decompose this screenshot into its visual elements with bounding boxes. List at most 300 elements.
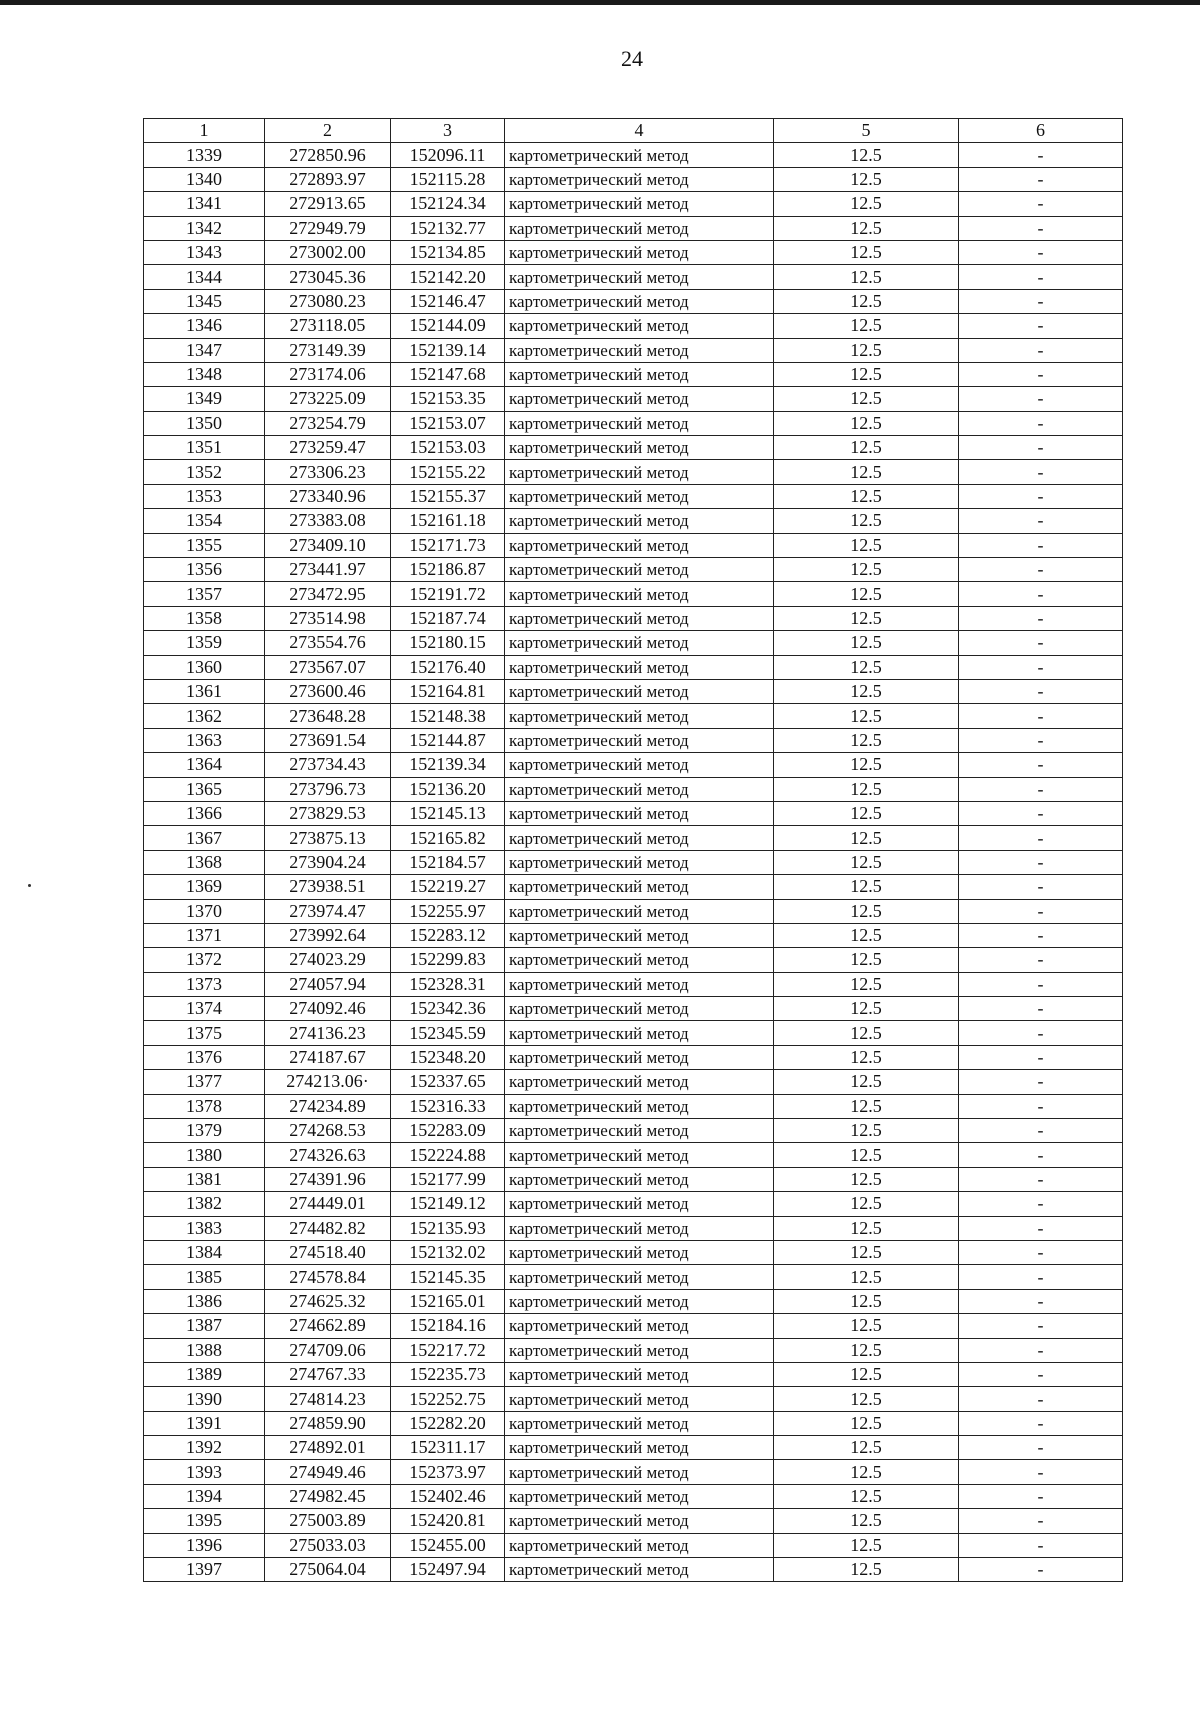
method-cell: картометрический метод [505,143,774,167]
accuracy-cell: 12.5 [774,411,959,435]
x-coordinate-cell: 274136.23 [265,1021,391,1045]
x-coordinate-cell: 274057.94 [265,972,391,996]
point-number-cell: 1370 [144,899,265,923]
note-cell: - [959,1387,1123,1411]
method-cell: картометрический метод [505,679,774,703]
method-cell: картометрический метод [505,606,774,630]
method-cell: картометрический метод [505,655,774,679]
method-cell: картометрический метод [505,1558,774,1582]
y-coordinate-cell: 152147.68 [391,362,505,386]
table-row [144,1436,1123,1460]
accuracy-cell: 12.5 [774,143,959,167]
point-number-cell: 1353 [144,484,265,508]
note-cell: - [959,192,1123,216]
point-number-cell: 1356 [144,558,265,582]
table-row [144,777,1123,801]
top-scan-border [0,0,1200,5]
note-cell: - [959,1021,1123,1045]
table-row [144,1021,1123,1045]
accuracy-cell: 12.5 [774,1021,959,1045]
x-coordinate-cell: 274268.53 [265,1119,391,1143]
x-coordinate-cell: 274092.46 [265,997,391,1021]
table-row [144,1216,1123,1240]
y-coordinate-cell: 152165.01 [391,1289,505,1313]
y-coordinate-cell: 152149.12 [391,1192,505,1216]
method-cell: картометрический метод [505,1192,774,1216]
y-coordinate-cell: 152187.74 [391,606,505,630]
point-number-cell: 1375 [144,1021,265,1045]
point-number-cell: 1342 [144,216,265,240]
point-number-cell: 1397 [144,1558,265,1582]
accuracy-cell: 12.5 [774,460,959,484]
accuracy-cell: 12.5 [774,1387,959,1411]
y-coordinate-cell: 152144.09 [391,314,505,338]
point-number-cell: 1343 [144,240,265,264]
accuracy-cell: 12.5 [774,509,959,533]
y-coordinate-cell: 152144.87 [391,728,505,752]
method-cell: картометрический метод [505,1070,774,1094]
table-row [144,1411,1123,1435]
accuracy-cell: 12.5 [774,1265,959,1289]
x-coordinate-cell: 274023.29 [265,948,391,972]
accuracy-cell: 12.5 [774,899,959,923]
point-number-cell: 1339 [144,143,265,167]
table-row [144,997,1123,1021]
x-coordinate-cell: 273829.53 [265,801,391,825]
point-number-cell: 1361 [144,679,265,703]
y-coordinate-cell: 152455.00 [391,1533,505,1557]
method-cell: картометрический метод [505,1240,774,1264]
x-coordinate-cell: 274234.89 [265,1094,391,1118]
accuracy-cell: 12.5 [774,728,959,752]
x-coordinate-cell: 272913.65 [265,192,391,216]
point-number-cell: 1390 [144,1387,265,1411]
method-cell: картометрический метод [505,923,774,947]
table-row [144,265,1123,289]
y-coordinate-cell: 152186.87 [391,558,505,582]
point-number-cell: 1351 [144,436,265,460]
table-row [144,801,1123,825]
y-coordinate-cell: 152345.59 [391,1021,505,1045]
point-number-cell: 1344 [144,265,265,289]
accuracy-cell: 12.5 [774,1192,959,1216]
note-cell: - [959,704,1123,728]
table-row [144,1484,1123,1508]
method-cell: картометрический метод [505,1533,774,1557]
accuracy-cell: 12.5 [774,1460,959,1484]
y-coordinate-cell: 152497.94 [391,1558,505,1582]
method-cell: картометрический метод [505,777,774,801]
accuracy-cell: 12.5 [774,1314,959,1338]
method-cell: картометрический метод [505,972,774,996]
point-number-cell: 1389 [144,1362,265,1386]
table-row [144,875,1123,899]
note-cell: - [959,631,1123,655]
note-cell: - [959,289,1123,313]
x-coordinate-cell: 273383.08 [265,509,391,533]
point-number-cell: 1347 [144,338,265,362]
method-cell: картометрический метод [505,484,774,508]
method-cell: картометрический метод [505,362,774,386]
x-coordinate-cell: 273904.24 [265,850,391,874]
point-number-cell: 1384 [144,1240,265,1264]
x-coordinate-cell: 274391.96 [265,1167,391,1191]
x-coordinate-cell: 273992.64 [265,923,391,947]
y-coordinate-cell: 152115.28 [391,167,505,191]
note-cell: - [959,997,1123,1021]
table-row [144,362,1123,386]
x-coordinate-cell: 274187.67 [265,1045,391,1069]
point-number-cell: 1349 [144,387,265,411]
table-row [144,826,1123,850]
y-coordinate-cell: 152148.38 [391,704,505,728]
point-number-cell: 1366 [144,801,265,825]
header-cell-2: 2 [265,119,391,143]
y-coordinate-cell: 152328.31 [391,972,505,996]
accuracy-cell: 12.5 [774,1070,959,1094]
point-number-cell: 1355 [144,533,265,557]
point-number-cell: 1393 [144,1460,265,1484]
y-coordinate-cell: 152191.72 [391,582,505,606]
coordinates-table [143,118,1123,1582]
method-cell: картометрический метод [505,1167,774,1191]
note-cell: - [959,1558,1123,1582]
note-cell: - [959,1240,1123,1264]
method-cell: картометрический метод [505,728,774,752]
x-coordinate-cell: 274982.45 [265,1484,391,1508]
y-coordinate-cell: 152153.35 [391,387,505,411]
point-number-cell: 1346 [144,314,265,338]
table-row [144,1143,1123,1167]
y-coordinate-cell: 152224.88 [391,1143,505,1167]
note-cell: - [959,923,1123,947]
table-row [144,1314,1123,1338]
note-cell: - [959,1045,1123,1069]
x-coordinate-cell: 273441.97 [265,558,391,582]
point-number-cell: 1379 [144,1119,265,1143]
point-number-cell: 1369 [144,875,265,899]
note-cell: - [959,1509,1123,1533]
y-coordinate-cell: 152420.81 [391,1509,505,1533]
note-cell: - [959,1533,1123,1557]
y-coordinate-cell: 152132.77 [391,216,505,240]
accuracy-cell: 12.5 [774,923,959,947]
header-cell-4: 4 [505,119,774,143]
y-coordinate-cell: 152145.13 [391,801,505,825]
y-coordinate-cell: 152282.20 [391,1411,505,1435]
accuracy-cell: 12.5 [774,1411,959,1435]
x-coordinate-cell: 273254.79 [265,411,391,435]
header-cell-5: 5 [774,119,959,143]
table-row [144,1094,1123,1118]
point-number-cell: 1382 [144,1192,265,1216]
y-coordinate-cell: 152283.12 [391,923,505,947]
table-row [144,314,1123,338]
point-number-cell: 1360 [144,655,265,679]
table-row [144,143,1123,167]
x-coordinate-cell: 273567.07 [265,655,391,679]
note-cell: - [959,167,1123,191]
note-cell: - [959,1460,1123,1484]
point-number-cell: 1385 [144,1265,265,1289]
x-coordinate-cell: 273734.43 [265,753,391,777]
method-cell: картометрический метод [505,1265,774,1289]
method-cell: картометрический метод [505,899,774,923]
table-row [144,1119,1123,1143]
x-coordinate-cell: 272893.97 [265,167,391,191]
point-number-cell: 1377 [144,1070,265,1094]
x-coordinate-cell: 274814.23 [265,1387,391,1411]
point-number-cell: 1345 [144,289,265,313]
point-number-cell: 1350 [144,411,265,435]
x-coordinate-cell: 273554.76 [265,631,391,655]
note-cell: - [959,899,1123,923]
accuracy-cell: 12.5 [774,436,959,460]
method-cell: картометрический метод [505,167,774,191]
point-number-cell: 1395 [144,1509,265,1533]
point-number-cell: 1374 [144,997,265,1021]
method-cell: картометрический метод [505,1021,774,1045]
table-row [144,1167,1123,1191]
y-coordinate-cell: 152164.81 [391,679,505,703]
y-coordinate-cell: 152155.22 [391,460,505,484]
table-row [144,1338,1123,1362]
y-coordinate-cell: 152153.03 [391,436,505,460]
accuracy-cell: 12.5 [774,533,959,557]
table-row [144,1289,1123,1313]
accuracy-cell: 12.5 [774,338,959,362]
x-coordinate-cell: 273174.06 [265,362,391,386]
note-cell: - [959,265,1123,289]
note-cell: - [959,509,1123,533]
y-coordinate-cell: 152142.20 [391,265,505,289]
accuracy-cell: 12.5 [774,948,959,972]
table-row [144,948,1123,972]
note-cell: - [959,558,1123,582]
accuracy-cell: 12.5 [774,1240,959,1264]
accuracy-cell: 12.5 [774,1362,959,1386]
accuracy-cell: 12.5 [774,1338,959,1362]
header-cell-6: 6 [959,119,1123,143]
y-coordinate-cell: 152153.07 [391,411,505,435]
accuracy-cell: 12.5 [774,582,959,606]
accuracy-cell: 12.5 [774,192,959,216]
method-cell: картометрический метод [505,1436,774,1460]
table-row [144,167,1123,191]
table-row [144,1558,1123,1582]
x-coordinate-cell: 273149.39 [265,338,391,362]
note-cell: - [959,1119,1123,1143]
point-number-cell: 1387 [144,1314,265,1338]
table-row [144,1070,1123,1094]
note-cell: - [959,655,1123,679]
x-coordinate-cell: 273796.73 [265,777,391,801]
method-cell: картометрический метод [505,1216,774,1240]
method-cell: картометрический метод [505,314,774,338]
note-cell: - [959,1094,1123,1118]
x-coordinate-cell: 274449.01 [265,1192,391,1216]
x-coordinate-cell: 273938.51 [265,875,391,899]
accuracy-cell: 12.5 [774,362,959,386]
x-coordinate-cell: 273472.95 [265,582,391,606]
note-cell: - [959,582,1123,606]
method-cell: картометрический метод [505,997,774,1021]
y-coordinate-cell: 152402.46 [391,1484,505,1508]
method-cell: картометрический метод [505,509,774,533]
x-coordinate-cell: 274578.84 [265,1265,391,1289]
x-coordinate-cell: 273002.00 [265,240,391,264]
x-coordinate-cell: 275064.04 [265,1558,391,1582]
header-row [144,119,1123,143]
accuracy-cell: 12.5 [774,777,959,801]
y-coordinate-cell: 152177.99 [391,1167,505,1191]
method-cell: картометрический метод [505,1338,774,1362]
accuracy-cell: 12.5 [774,1533,959,1557]
x-coordinate-cell: 273306.23 [265,460,391,484]
table-row [144,899,1123,923]
y-coordinate-cell: 152139.14 [391,338,505,362]
method-cell: картометрический метод [505,801,774,825]
note-cell: - [959,533,1123,557]
note-cell: - [959,1411,1123,1435]
x-coordinate-cell: 274482.82 [265,1216,391,1240]
x-coordinate-cell: 273514.98 [265,606,391,630]
method-cell: картометрический метод [505,1460,774,1484]
note-cell: - [959,728,1123,752]
y-coordinate-cell: 152134.85 [391,240,505,264]
method-cell: картометрический метод [505,1387,774,1411]
method-cell: картометрический метод [505,1289,774,1313]
method-cell: картометрический метод [505,1045,774,1069]
note-cell: - [959,143,1123,167]
x-coordinate-cell: 274859.90 [265,1411,391,1435]
accuracy-cell: 12.5 [774,972,959,996]
table-row [144,509,1123,533]
note-cell: - [959,1070,1123,1094]
accuracy-cell: 12.5 [774,1119,959,1143]
method-cell: картометрический метод [505,240,774,264]
accuracy-cell: 12.5 [774,631,959,655]
method-cell: картометрический метод [505,387,774,411]
table-row [144,582,1123,606]
y-coordinate-cell: 152219.27 [391,875,505,899]
point-number-cell: 1392 [144,1436,265,1460]
note-cell: - [959,338,1123,362]
accuracy-cell: 12.5 [774,1436,959,1460]
table-row [144,533,1123,557]
y-coordinate-cell: 152311.17 [391,1436,505,1460]
note-cell: - [959,1167,1123,1191]
x-coordinate-cell: 273600.46 [265,679,391,703]
point-number-cell: 1391 [144,1411,265,1435]
table-row [144,1192,1123,1216]
method-cell: картометрический метод [505,631,774,655]
point-number-cell: 1388 [144,1338,265,1362]
point-number-cell: 1383 [144,1216,265,1240]
y-coordinate-cell: 152217.72 [391,1338,505,1362]
point-number-cell: 1362 [144,704,265,728]
point-number-cell: 1378 [144,1094,265,1118]
accuracy-cell: 12.5 [774,216,959,240]
note-cell: - [959,460,1123,484]
table-row [144,240,1123,264]
y-coordinate-cell: 152180.15 [391,631,505,655]
y-coordinate-cell: 152373.97 [391,1460,505,1484]
note-cell: - [959,1314,1123,1338]
x-coordinate-cell: 273340.96 [265,484,391,508]
point-number-cell: 1396 [144,1533,265,1557]
table-row [144,923,1123,947]
y-coordinate-cell: 152184.16 [391,1314,505,1338]
table-row [144,655,1123,679]
table-row [144,1045,1123,1069]
accuracy-cell: 12.5 [774,606,959,630]
x-coordinate-cell: 274518.40 [265,1240,391,1264]
point-number-cell: 1381 [144,1167,265,1191]
method-cell: картометрический метод [505,1314,774,1338]
method-cell: картометрический метод [505,582,774,606]
x-coordinate-cell: 275033.03 [265,1533,391,1557]
point-number-cell: 1364 [144,753,265,777]
table-row [144,850,1123,874]
method-cell: картометрический метод [505,1484,774,1508]
accuracy-cell: 12.5 [774,387,959,411]
note-cell: - [959,387,1123,411]
point-number-cell: 1348 [144,362,265,386]
method-cell: картометрический метод [505,826,774,850]
x-coordinate-cell: 273118.05 [265,314,391,338]
y-coordinate-cell: 152176.40 [391,655,505,679]
accuracy-cell: 12.5 [774,314,959,338]
y-coordinate-cell: 152145.35 [391,1265,505,1289]
scan-speck [28,884,31,887]
note-cell: - [959,411,1123,435]
y-coordinate-cell: 152299.83 [391,948,505,972]
x-coordinate-cell: 273409.10 [265,533,391,557]
note-cell: - [959,1362,1123,1386]
note-cell: - [959,777,1123,801]
x-coordinate-cell: 272850.96 [265,143,391,167]
accuracy-cell: 12.5 [774,1167,959,1191]
note-cell: - [959,1216,1123,1240]
y-coordinate-cell: 152342.36 [391,997,505,1021]
method-cell: картометрический метод [505,460,774,484]
note-cell: - [959,436,1123,460]
method-cell: картометрический метод [505,411,774,435]
y-coordinate-cell: 152132.02 [391,1240,505,1264]
accuracy-cell: 12.5 [774,1216,959,1240]
note-cell: - [959,875,1123,899]
note-cell: - [959,801,1123,825]
table-row [144,704,1123,728]
x-coordinate-cell: 274326.63 [265,1143,391,1167]
table-row [144,436,1123,460]
table-row [144,484,1123,508]
x-coordinate-cell: 273045.36 [265,265,391,289]
accuracy-cell: 12.5 [774,679,959,703]
accuracy-cell: 12.5 [774,801,959,825]
method-cell: картометрический метод [505,1509,774,1533]
note-cell: - [959,314,1123,338]
method-cell: картометрический метод [505,216,774,240]
table-row [144,1362,1123,1386]
note-cell: - [959,679,1123,703]
accuracy-cell: 12.5 [774,875,959,899]
accuracy-cell: 12.5 [774,704,959,728]
point-number-cell: 1372 [144,948,265,972]
table-body [144,143,1123,1582]
accuracy-cell: 12.5 [774,997,959,1021]
